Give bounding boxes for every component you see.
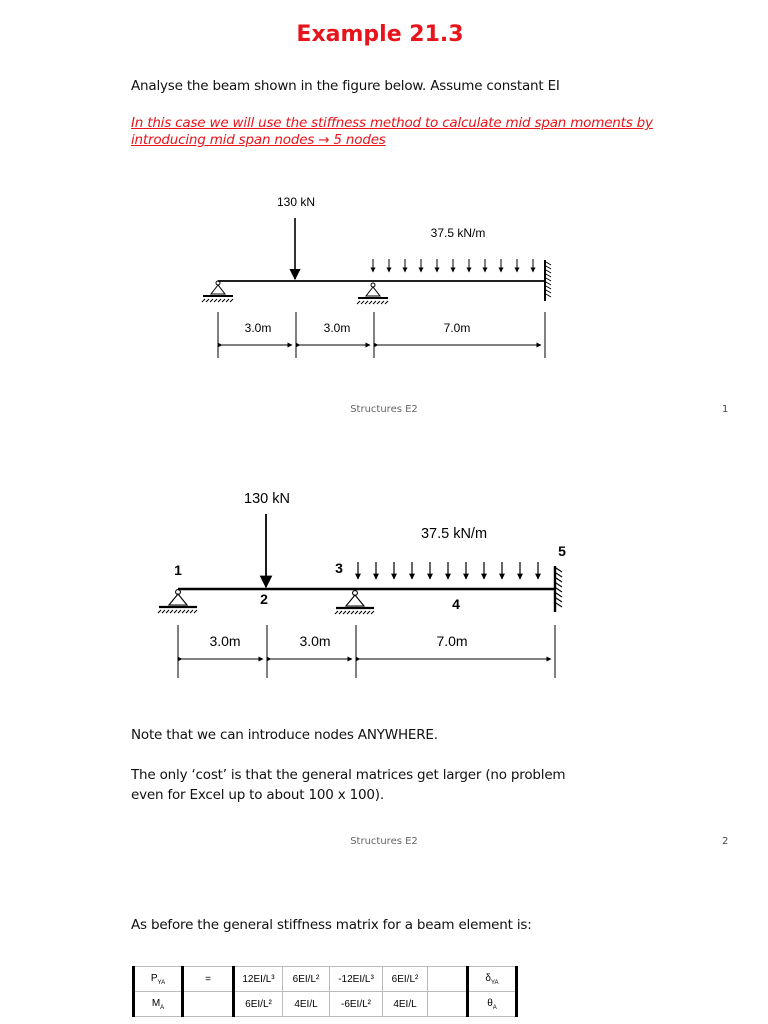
- node-label-1: 1: [174, 562, 182, 578]
- point-load-label: 130 kN: [276, 195, 316, 209]
- fixed-support: [545, 260, 551, 301]
- matrix-cell: 6EI/L²: [383, 967, 428, 992]
- dimension-label-3: 7.0m: [436, 633, 468, 649]
- dimension-label-2: 3.0m: [323, 321, 351, 335]
- matrix-cell: 4EI/L: [383, 992, 428, 1017]
- cost-text-line-2: even for Excel up to about 100 x 100).: [131, 787, 384, 803]
- footer-label-2: Structures E2: [350, 836, 418, 847]
- matrix-cell: -12EI/L³: [330, 967, 383, 992]
- fixed-support: [555, 566, 562, 612]
- beam-figure-1: [0, 180, 768, 380]
- matrix-cell: -6EI/L²: [330, 992, 383, 1017]
- dimension-line: [218, 312, 545, 358]
- udl-arrows: [358, 562, 538, 579]
- udl-label: 37.5 kN/m: [420, 526, 488, 542]
- matrix-equals-cell: =: [183, 967, 234, 992]
- matrix-rhs-cell: $\delta_{YA}$: [468, 967, 517, 992]
- node-label-4: 4: [452, 596, 460, 612]
- pin-support-middle: [357, 283, 388, 304]
- stiffness-matrix-table: [132, 966, 518, 1017]
- footer-label-1: Structures E2: [350, 404, 418, 415]
- node-label-5: 5: [558, 543, 566, 559]
- pin-support-middle: [335, 591, 374, 614]
- matrix-cell: 12EI/L³: [234, 967, 283, 992]
- matrix-blank-cell: [428, 992, 468, 1017]
- intro-text: Analyse the beam shown in the figure below. Assume constant EI: [131, 78, 560, 94]
- beam-figure-2: [0, 480, 768, 690]
- udl-label: 37.5 kN/m: [430, 226, 486, 240]
- matrix-cell: 4EI/L: [283, 992, 330, 1017]
- page-number-1: 1: [722, 404, 729, 415]
- pin-support-left: [158, 590, 197, 613]
- matrix-blank-cell: [428, 967, 468, 992]
- red-note-line-1: In this case we will use the stiffness method to calculate mid span moments by: [131, 115, 653, 131]
- matrix-cell: 6EI/L²: [234, 992, 283, 1017]
- page-number-2: 2: [722, 836, 729, 847]
- matrix-lhs-cell: $M_A$: [134, 992, 183, 1017]
- note-anywhere: Note that we can introduce nodes ANYWHERE.: [131, 727, 438, 743]
- dimension-label-2: 3.0m: [299, 633, 331, 649]
- udl-arrows: [373, 259, 533, 272]
- page-title: Example 21.3: [296, 22, 464, 47]
- dimension-label-1: 3.0m: [209, 633, 241, 649]
- dimension-label-3: 7.0m: [443, 321, 471, 335]
- matrix-row: [134, 992, 517, 1017]
- node-label-3: 3: [335, 560, 343, 576]
- point-load-label: 130 kN: [244, 491, 290, 507]
- matrix-equals-cell: [183, 992, 234, 1017]
- matrix-lhs-cell: $P_{YA}$: [134, 967, 183, 992]
- matrix-cell: 6EI/L²: [283, 967, 330, 992]
- pin-support-left: [202, 281, 233, 302]
- dimension-label-1: 3.0m: [244, 321, 272, 335]
- stiffness-intro: As before the general stiffness matrix for a beam element is:: [131, 917, 532, 933]
- matrix-rhs-cell: $\theta_A$: [468, 992, 517, 1017]
- cost-text-line-1: The only ‘cost’ is that the general matrices get larger (no problem: [131, 767, 566, 783]
- red-note-line-2: introducing mid span nodes → 5 nodes: [131, 132, 386, 148]
- node-label-2: 2: [260, 591, 268, 607]
- matrix-row: [134, 967, 517, 992]
